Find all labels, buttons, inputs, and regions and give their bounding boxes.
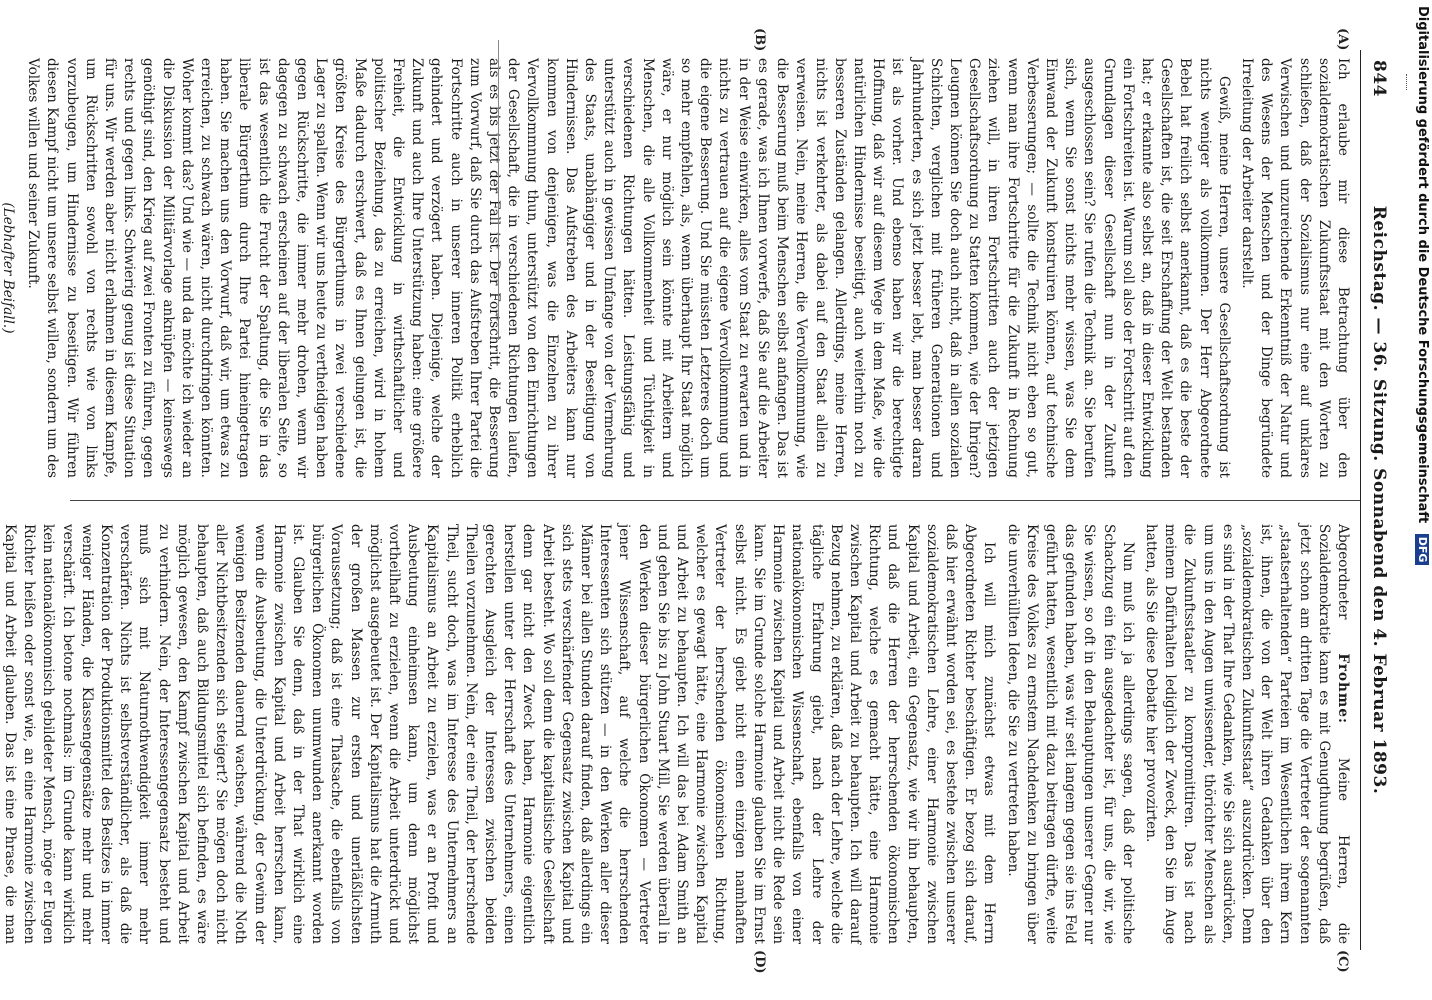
page-number: 844 — [1369, 60, 1389, 97]
column-divider — [70, 500, 1360, 501]
right-paragraph-1-text: Meine Herren, die Sozialdemokratie kann es mit Genugthuung begrüßen, daß jetzt schon am dritten Tage die Vertreter der sogenannten „staatserhaltenden“ Parteien im Wesentlichen ihrem Kern ist, ihnen, die von der Welt ihren Gedanken über den „sozialdemokratischen Zukunftsstaat“ auszudrücken. Denn es sind in der That Ihre Gedanken, wie Sie sich ausdrücken, um uns in den Augen unwissender, thörichter Menschen als die Zukunftsstaatler zu kompromittiren. Das ist nach meinem Dafürhalten lediglich der Zweck, den Sie im Auge hatten, als Sie diese Debatte hier provozirten. — [1142, 524, 1351, 944]
margin-marker-c: (C) — [1335, 950, 1350, 973]
document-page — [0, 20, 1411, 980]
left-paragraph-2: Gewiß, meine Herren, unsere Gesellschaftsordnung ist nichts weniger als vollkommen. Der Herr Abgeordnete Bebel hat freilich selbst anerkannt, daß es die beste der Gesellschaften ist, die seit Erschaffung der Welt bestanden hat; er erkannte also selbst an, daß in dieser Entwicklung ein Fortschreiten ist. Warum soll also der Fortschritt auf den Grundlagen dieser Gesellschaft nun in der Zukunft ausgeschlossen sein? Sie rufen die Technik an. Sie berufen sich, wenn Sie sonst nichts mehr wissen, was Sie dem Einwand der Zukunft konstruiren können, auf technische Verbesserungen; — sollte die Technik nicht eben so gut, wenn man ihre Fortschritte für die Zukunft in Rechnung ziehen will, in ihren Fortschritten auch der jetzigen Gesellschaftsordnung zu Statten kommen, wie der Ihrigen? Leugnen können Sie doch auch nicht, daß in allen sozialen Schichten, verglichen mit früheren Generationen und Jahrhunderten, es sich jetzt besser lebt, man besser daran ist als vorher. Und ebenso haben wir die berechtigte Hoffnung, daß wir auf diesem Wege in dem Maße, wie die natürlichen Hindernisse beseitigt, auch weiterhin noch zu besseren Zuständen gelangen. Allerdings, meine Herren, nichts ist verkehrter, als dabei auf den Staat allein zu verweisen. Nein, meine Herren, die Vervollkommnung, wie die Besserung muß beim Menschen selbst anfangen. Das ist es gerade, was ich Ihnen vorwerfe, daß Sie auf die Arbeiter in der Weise einwirken, alles vom Staat zu erwarten und in nichts zu vertrauen auf die eigene Vervollkommnung und die eigene Besserung. Und Sie müssten Letzteres doch um so mehr empfehlen, als, wenn überhaupt Ihr Staat möglich wäre, er nur möglich sein könnte mit Arbeitern und Menschen, die alle Vollkommenheit und Tüchtigkeit in verschiedenen Richtungen hätten. Leistungsfähig und unterstützt auch in gewissen Umfange von der Vermehrung des Staats, unabhängiger und in der Beseitigung von Hindernissen. Das Aufstreben des Arbeiters kann nur kommen von denjenigen, was die Einzelnen zu ihrer Vervollkommnung thun, unterstützt von den Einrichtungen der Gesellschaft, die in verschiedenen Richtungen laufen, als es bis jetzt der Fall ist. Der Fortschritt, die Besserung zum Vorwurf, daß Sie durch das Aufstreben Ihrer Partei die Fortschritte auch in unserer inneren Politik erheblich gehindert und verzögert haben. Diejenige, welche der Zukunft und auch Ihre Unterstützung haben: eine größere Freiheit, die Entwicklung in wirthschaftlicher und politischer Beziehung, das zu erreichen, wird in hohem Maße dadurch erschwert, daß es Ihnen gelungen ist, die größten Kreise des Bürgerthums in zwei verschiedene Lager zu spalten. Wenn wir uns heute zu vertheidigen haben gegen Rückschritte, die immer mehr drohen, wenn wir dagegen zu schwach erscheinen auf der liberalen Seite, so ist das wesentlich die Frucht der Spaltung, die Sie in das liberale Bürgerthum durch Ihre Partei hineingetragen haben. Sie machen uns den Vorwurf, daß wir, um etwas zu erreichen, zu schwach wären, nicht durchdringen könnten. Woher kommt das? Und wie — und da möchte ich wieder an die Diskussion der Militärvorlage anknüpfen — keineswegs genöthigt sind, den Krieg auf zwei Fronten zu führen, gegen rechts und gegen links. Schwierig genug ist diese Situation für uns. Wir werden aber nicht erlahmen in diesem Kampfe, um Rückschritten sowohl von rechts wie von links vorzubeugen, um Hindernisse zu beseitigen. Wir führen diesen Kampf nicht um unsere selbst willen, sondern um des Volkes willen und seiner Zukunft. — [25, 58, 1232, 479]
page-title: Reichstag. — 36. Sitzung. Sonnabend den 4. Februar 1893. — [1369, 205, 1389, 795]
funding-credit-text: Digitalisierung gefördert durch die Deutsche Forschungsgemeinschaft — [1415, 6, 1430, 524]
scan-artifact-line — [498, 40, 499, 340]
corner-mark — [1400, 74, 1407, 90]
left-paragraph-1: Ich erlaube mir diese Betrachtung über den sozialdemokratischen Zukunftsstaat mit den Worten zu schließen, daß der Sozialismus nur eine auf unklares Verwischen und unzureichende Erkenntniß der Natur und des Wesens der Menschen und der Dinge begründete Irreleitung der Arbeiter darstellt. — [1238, 58, 1351, 478]
margin-marker-d: (D) — [752, 950, 767, 974]
dfg-logo: DFG — [1416, 534, 1430, 566]
speaker-name: Frohme: — [1335, 653, 1351, 724]
right-paragraph-2: Nun muß ich ja allerdings sagen, daß der politische Schachzug ein fein ausgedachter ist, für uns, die wir, wie Sie wissen, so oft in den Behauptungen unserer Gegner nur das gefunden haben, was wir seit langem gegen sie ins Feld geführt hatten, wesentlich mit dazu beitragen dürfte, weite Kreise des Volkes zu ernstem Nachdenken zu bringen über die unverhüllten Ideen, die Sie zu vertreten haben. — [1004, 524, 1136, 944]
right-column — [1, 524, 1352, 944]
applause-note: (Lebhafter Beifall.) — [0, 202, 16, 334]
right-paragraph-1 — [1141, 524, 1352, 944]
text-columns — [0, 28, 1352, 974]
funding-credit — [1412, 0, 1432, 1000]
right-paragraph-3: Ich will mich zunächst etwas mit dem Herrn Abgeordneten Richter beschäftigen. Er bezog sich darauf, daß hier erwähnt worden sei, es bestehe zwischen unserer sozialdemokratischen Lehre, einer Harmonie zwischen Kapital und Arbeit, ein Gegensatz, wie wir ihn behaupten, und daß die Herren der herrschenden ökonomischen Richtung, welche es gemacht hätte, eine Harmonie zwischen Kapital und Arbeit zu behaupten. Ich will darauf Bezug nehmen, zu erklären, daß nach der Lehre, welche die tägliche Erfahrung giebt, nach der Lehre der nationalökonomischen Wissenschaft, ebenfalls von einer Harmonie zwischen Kapital und Arbeit nicht die Rede sein kann. Sie im Grunde solche Harmonie glauben Sie im Ernst selbst nicht. Es giebt nicht einen einzigen namhaften Vertreter der herrschenden ökonomischen Richtung, welcher es gewagt hätte, eine Harmonie zwischen Kapital und Arbeit zu behaupten. Ich will das bei Adam Smith an und gehen Sie bis zu John Stuart Mill, Sie werden überall in den Werken dieser bürgerlichen Ökonomen — Vertreter jener Wissenschaft, auf welche die herrschenden Interessenten sich stützen — in den Werken aller dieser Männer bei allen Stunden darauf finden, daß allerdings ein sich stets verschärfender Gegensatz zwischen Kapital und Arbeit besteht. Wo soll denn die kapitalistische Gesellschaft denn gar nicht den Zweck haben, Harmonie eigentlich herstellen unter der Herrschaft des Unternehmers, einen gerechten Ausgleich der Interessen zwischen beiden Theilen vorzunehmen. Nein, der eine Theil, der herrschende Theil, sucht doch, was im Interesse des Unternehmers an Kapitalismus an Arbeit zu erzielen, was er an Profit und Ausbeutung einheimsen kann, um denn möglichst vortheilhaft zu erzielen, wenn die Arbeit unterdrückt und möglichst ausgebeutet ist. Der Kapitalismus hat die Armuth der großen Massen zur ersten und unerläßlichsten Voraussetzung; daß ist eine Thatsache, die ebenfalls von bürgerlichen Ökonomen unumwunden anerkannt worden ist. Glauben Sie denn, daß in der That wirklich eine Harmonie zwischen Kapital und Arbeit herrschen kann, wenn die Ausbeutung, die Unterdrückung, der Gewinn der wenigen Besitzenden dauernd wachsen, während die Noth aller Nichtbesitzenden sich steigert? Sie mögen doch nicht behaupten, daß auch Bildungsmittel sich befinden, es wäre möglich gewesen, den Kampf zwischen Kapital und Arbeit zu verhindern. Nein, der Interessengegensatz besteht und muß sich mit Naturnothwendigkeit immer mehr verschärfen. Nichts ist selbstverständlicher, als daß die Konzentration der Produktionsmittel des Besitzes in immer weniger Händen, die Klassengegensätze mehr und mehr verschärft. Ich betone nochmals: im Grunde kann wirklich kein nationalökonomisch gebildeter Mensch, möge er Eugen Richter heißen oder sonst wie, an eine Harmonie zwischen Kapital und Arbeit glauben. Das ist eine Phrase, die man — [1, 524, 998, 944]
margin-marker-a: (A) — [1335, 28, 1350, 51]
page-header — [1360, 50, 1395, 950]
speaker-intro: Abgeordneter — [1335, 524, 1351, 620]
margin-marker-b: (B) — [752, 28, 767, 52]
footer-strip — [1412, 0, 1432, 1000]
left-column — [0, 58, 1352, 479]
